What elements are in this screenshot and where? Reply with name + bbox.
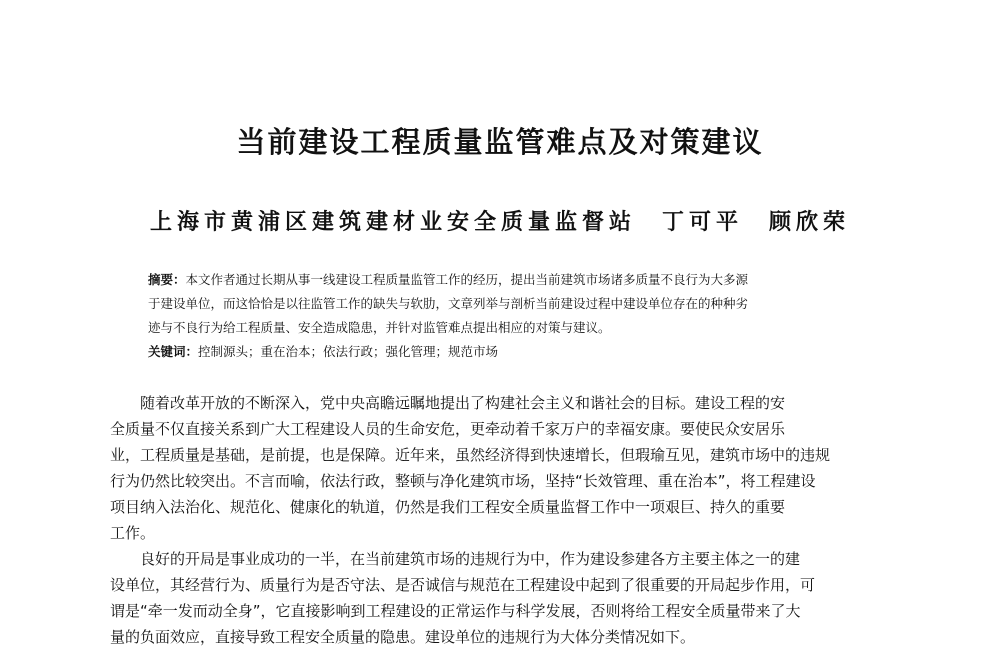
abstract-block <box>148 268 888 364</box>
body-line: 工作。 <box>110 524 156 542</box>
body-text <box>110 390 910 650</box>
body-line: 良好的开局是事业成功的一半，在当前建筑市场的违规行为中，作为建设参建各方主要主体之一的建 <box>140 550 801 568</box>
body-line: 全质量不仅直接关系到广大工程建设人员的生命安危，更牵动着千家万户的幸福安康。要使民众安居乐 <box>110 420 786 438</box>
affiliation: 上海市黄浦区建筑建材业安全质量监督站 <box>149 209 636 235</box>
author-name: 丁可平 <box>661 209 743 235</box>
keywords-line <box>148 340 888 364</box>
body-line: 随着改革开放的不断深入，党中央高瞻远瞩地提出了构建社会主义和谐社会的目标。建设工程的安 <box>140 394 786 412</box>
author-name: 顾欣荣 <box>769 209 851 235</box>
keywords-label: 关键词： <box>148 344 199 359</box>
author-affiliation-line <box>0 205 1000 236</box>
body-line: 业，工程质量是基础，是前提，也是保障。近年来，虽然经济得到快速增长，但瑕瑜互见，建筑市场中的违规 <box>110 446 831 464</box>
body-line: 项目纳入法治化、规范化、健康化的轨道，仍然是我们工程安全质量监督工作中一项艰巨、持久的重要 <box>110 498 786 516</box>
body-line: 量的负面效应，直接导致工程安全质量的隐患。建设单位的违规行为大体分类情况如下。 <box>110 628 696 646</box>
abstract-line: 于建设单位，而这恰恰是以往监管工作的缺失与软肋，文章列举与剖析当前建设过程中建设单位存在的种种劣 <box>148 296 749 311</box>
body-line: 行为仍然比较突出。不言而喻，依法行政，整顿与净化建筑市场，坚持“长效管理、重在治本”，将工程建设 <box>110 472 816 490</box>
abstract-line <box>148 268 888 292</box>
abstract-text: 本文作者通过长期从事一线建设工程质量监管工作的经历，提出当前建筑市场诸多质量不良行为大多源 <box>185 272 749 287</box>
abstract-line: 迹与不良行为给工程质量、安全造成隐患，并针对监管难点提出相应的对策与建议。 <box>148 320 611 335</box>
paper-title: 当前建设工程质量监管难点及对策建议 <box>236 125 764 159</box>
body-line: 设单位，其经营行为、质量行为是否守法、是否诚信与规范在工程建设中起到了很重要的开局起步作用，可 <box>110 576 816 594</box>
body-line: 谓是“牵一发而动全身”，它直接影响到工程建设的正常运作与科学发展，否则将给工程安全质量带来了大 <box>110 602 801 620</box>
keywords-text: 控制源头；重在治本；依法行政；强化管理；规范市场 <box>198 344 499 359</box>
abstract-label: 摘要： <box>148 272 186 287</box>
